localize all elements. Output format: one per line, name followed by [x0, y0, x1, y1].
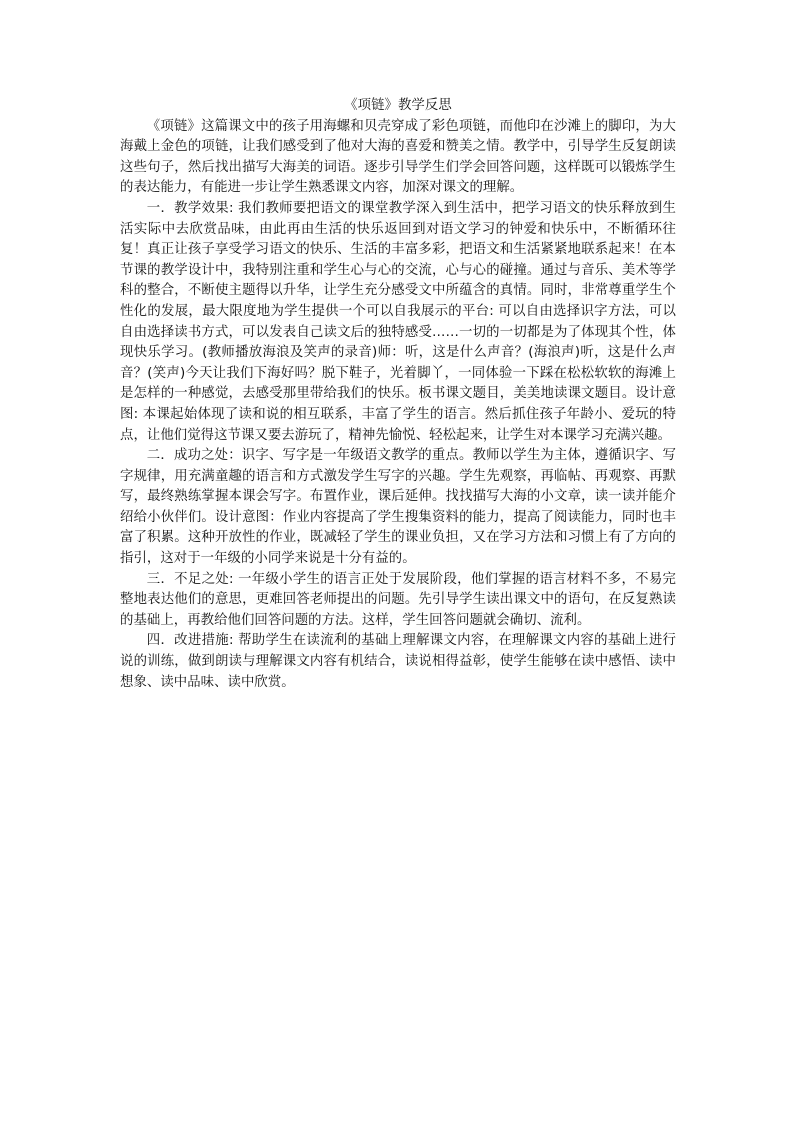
improvement-paragraph: 四．改进措施: 帮助学生在读流利的基础上理解课文内容，在理解课文内容的基础上进行说的训练，做到朗读与理解课文内容有机结合，读说相得益彰，使学生能够在读中感悟、读中想象、读中品味、读中欣赏。 [120, 633, 676, 690]
document-title: 《项链》教学反思 [344, 98, 452, 113]
shortcoming-paragraph: 三．不足之处: 一年级小学生的语言正处于发展阶段，他们掌握的语言材料不多，不易完整地表达他们的意思，更难回答老师提出的问题。先引导学生读出课文中的语句，在反复熟读的基础上，再教给他们回答问题的方法。这样，学生回答问题就会确切、流利。 [120, 571, 676, 628]
success-paragraph: 二．成功之处：识字、写字是一年级语文教学的重点。教师以学生为主体，遵循识字、写字规律，用充满童趣的语言和方式激发学生写字的兴趣。学生先观察，再临帖、再观察、再默写，最终熟练掌握本课会写字。布置作业，课后延伸。找找描写大海的小文章，读一读并能介绍给小伙伴们。设计意图：作业内容提高了学生搜集资料的能力，提高了阅读能力，同时也丰富了积累。这种开放性的作业，既减轻了学生的课业负担，又在学习方法和习惯上有了方向的指引，这对于一年级的小同学来说是十分有益的。 [120, 448, 676, 567]
teaching-effect-paragraph: 一．教学效果: 我们教师要把语文的课堂教学深入到生活中，把学习语文的快乐释放到生活实际中去欣赏品味，由此再由生活的快乐返回到对语文学习的钟爱和快乐中，不断循环往复！真正让孩子享受学习语文的快乐、生活的丰富多彩，把语文和生活紧紧地联系起来！在本节课的教学设计中，我特别注重和学生心与心的交流，心与心的碰撞。通过与音乐、美术等学科的整合，不断使主题得以升华，让学生充分感受文中所蕴含的真情。同时，非常尊重学生个性化的发展，最大限度地为学生提供一个可以自我展示的平台: 可以自由选择识字方法，可以自由选择读书方式，可以发表自己读文后的独特感受……一切的一切都是为了体现其个性，体现快乐学习。(教师播放海浪及笑声的录音)师：听，这是什么声音？(海浪声)听，这是什么声音？(笑声)今天让我们下海好吗？脱下鞋子，光着脚丫，一同体验一下踩在松松软软的海滩上是怎样的一种感觉，去感受那里带给我们的快乐。板书课文题目，美美地读课文题目。设计意图: 本课起始体现了读和说的相互联系，丰富了学生的语言。然后抓住孩子年龄小、爱玩的特点，让他们觉得这节课又要去游玩了，精神先愉悦、轻松起来，让学生对本课学习充满兴趣。 [120, 200, 676, 443]
document-page [120, 96, 676, 693]
intro-paragraph: 《项链》这篇课文中的孩子用海螺和贝壳穿成了彩色项链，而他印在沙滩上的脚印，为大海戴上金色的项链，让我们感受到了他对大海的喜爱和赞美之情。教学中，引导学生反复朗读这些句子，然后找出描写大海美的词语。逐步引导学生们学会回答问题，这样既可以锻炼学生的表达能力，有能进一步让学生熟悉课文内容，加深对课文的理解。 [120, 118, 676, 196]
